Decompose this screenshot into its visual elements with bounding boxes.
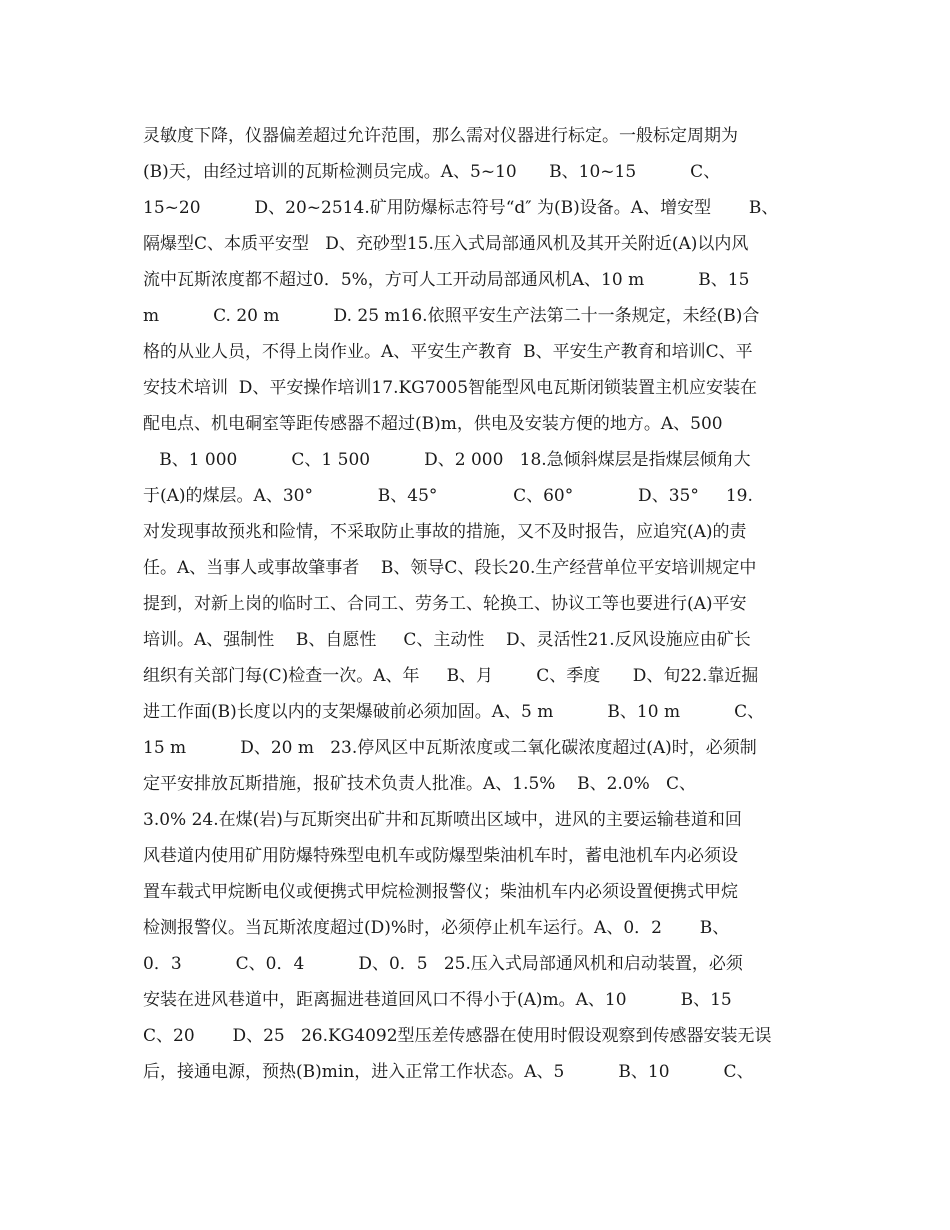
text-line: C、20 D、25 26.KG4092型压差传感器在使用时假设观察到传感器安装无误: [143, 1026, 772, 1046]
text-line: 任。A、当事人或事故肇事者 B、领导C、段长20.生产经营单位平安培训规定中: [143, 558, 757, 578]
text-line: 配电点、机电硐室等距传感器不超过(B)m，供电及安装方便的地方。A、500: [143, 414, 723, 434]
body-text: [143, 118, 803, 1090]
text-line: m C. 20 m D. 25 m16.依照平安生产法第二十一条规定，未经(B)合: [143, 306, 760, 326]
text-line: 提到，对新上岗的临时工、合同工、劳务工、轮换工、协议工等也要进行(A)平安: [143, 594, 747, 614]
text-line: 流中瓦斯浓度都不超过0．5%，方可人工开动局部通风机A、10 m B、15: [143, 270, 750, 290]
text-line: 后，接通电源，预热(B)min，进入正常工作状态。A、5 B、10 C、: [143, 1062, 754, 1082]
text-line: (B)天，由经过培训的瓦斯检测员完成。A、5~10 B、10~15 C、: [143, 162, 721, 182]
text-line: 培训。A、强制性 B、自愿性 C、主动性 D、灵活性21.反风设施应由矿长: [143, 630, 751, 650]
text-line: 风巷道内使用矿用防爆特殊型电机车或防爆型柴油机车时，蓄电池机车内必须设: [143, 846, 738, 866]
text-line: 组织有关部门每(C)检查一次。A、年 B、月 C、季度 D、旬22.靠近掘: [143, 666, 759, 686]
text-line: 灵敏度下降，仪器偏差超过允许范围，那么需对仪器进行标定。一般标定周期为: [143, 126, 738, 146]
text-line: 15~20 D、20~2514.矿用防爆标志符号“d″ 为(B)设备。A、增安型 B、: [143, 198, 779, 218]
text-line: 于(A)的煤层。A、30° B、45° C、60° D、35° 19.: [143, 486, 753, 506]
text-line: 检测报警仪。当瓦斯浓度超过(D)%时，必须停止机车运行。A、0．2 B、: [143, 918, 730, 938]
text-line: 置车载式甲烷断电仪或便携式甲烷检测报警仪；柴油机车内必须设置便携式甲烷: [143, 882, 738, 902]
text-line: B、1 000 C、1 500 D、2 000 18.急倾斜煤层是指煤层倾角大: [143, 450, 751, 470]
text-line: 定平安排放瓦斯措施，报矿技术负责人批准。A、1.5% B、2.0% C、: [143, 774, 696, 794]
text-line: 格的从业人员，不得上岗作业。A、平安生产教育 B、平安生产教育和培训C、平: [143, 342, 753, 362]
text-line: 安技术培训 D、平安操作培训17.KG7005智能型风电瓦斯闭锁装置主机应安装在: [143, 378, 758, 398]
text-line: 对发现事故预兆和险情，不采取防止事故的措施，又不及时报告，应追究(A)的责: [143, 522, 747, 542]
text-line: 进工作面(B)长度以内的支架爆破前必须加固。A、5 m B、10 m C、: [143, 702, 765, 722]
text-line: 3.0% 24.在煤(岩)与瓦斯突出矿井和瓦斯喷出区域中，进风的主要运输巷道和回: [143, 810, 742, 830]
text-line: 15 m D、20 m 23.停风区中瓦斯浓度或二氧化碳浓度超过(A)时，必须制: [143, 738, 757, 758]
text-line: 0．3 C、0．4 D、0．5 25.压入式局部通风机和启动装置，必须: [143, 954, 743, 974]
text-line: 安装在进风巷道中，距离掘进巷道回风口不得小于(A)m。A、10 B、15: [143, 990, 732, 1010]
text-line: 隔爆型C、本质平安型 D、充砂型15.压入式局部通风机及其开关附近(A)以内风: [143, 234, 749, 254]
